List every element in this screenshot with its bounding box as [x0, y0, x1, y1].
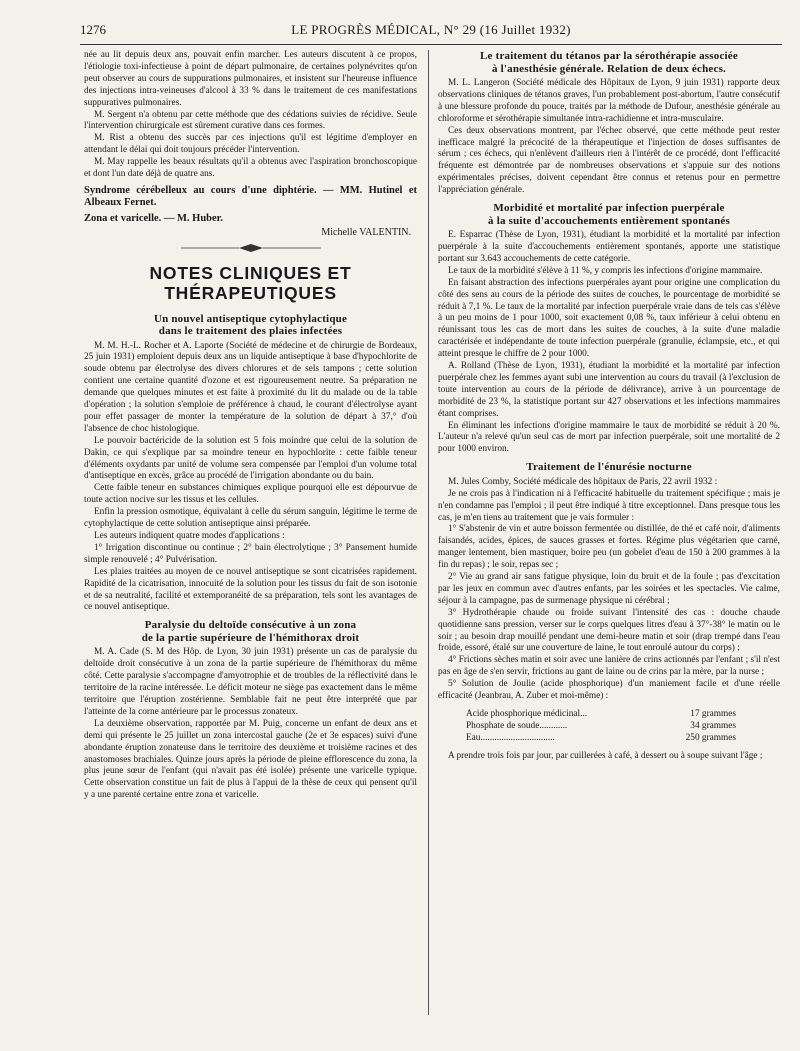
article-title: Un nouvel antiseptique cytophylactique dans le traitement des plaies infectées	[153, 312, 348, 337]
paragraph: M. Jules Comby, Société médicale des hôpitaux de Paris, 22 avril 1932 :	[448, 476, 718, 487]
paragraph: M. M. H.-L. Rocher et A. Laporte (Société de médecine et de chirurgie de Bordeaux, 25 juin 1931) emploient depuis deux ans un liquide antiseptique à base d'hypochlorite de soude obtenu par électrolyse des divers chlorures et de sels tampons ; cette solution contient une certaine quantité d'ozone et est rigoureusement neutre. Sa préparation ne demande que quelques minutes et est faite à proximité du lit du malade ou de la table d'opération ; la solution s'emploie de préférence à chaud, le courant d'électrolyse ayant pour effet passager de monter la température de la solution de départ à 37,° d'où l'absence de choc histologique.	[84, 340, 417, 434]
prescription-table	[466, 709, 780, 745]
article-title: Traitement de l'énurésie nocturne	[526, 461, 692, 474]
paragraph: Cette faible teneur en substances chimiques explique pourquoi elle est dépourvue de toute action nocive sur les tissus et les cellules.	[84, 483, 417, 506]
prescription-row: Phosphate de soude............ 34 grammes	[466, 720, 736, 731]
left-column	[84, 50, 417, 802]
paragraph: Les plaies traitées au moyen de ce nouvel antiseptique se sont cicatrisées rapidement. Rapidité de la cicatrisation, innocuité de la solution pour les tissus du fait de son isotonie et de sa neutralité, facilité et extemporanéité de sa préparation, tels sont les avantages de ce nouvel antiseptique.	[84, 566, 417, 613]
paragraph: La deuxième observation, rapportée par M. Puig, concerne un enfant de deux ans et demi qui présente le 25 juillet un zona intercostal gauche (2e et 3e espaces) suivi d'une abondante éruption zonateuse dans le territoire des deuxième et troisième racines et des anastomoses brachiales. Quinze jours après la période de pleine efflorescence du zona, la plus jeune sœur de l'enfant (qui n'avait pas été isolée) présente une varicelle typique. Cette observation constitue un fait de plus à l'appui de la thèse de ceux qui pensent qu'il y a une parenté certaine entre zona et varicelle.	[84, 718, 417, 801]
section-heading: NOTES CLINIQUES ET THÉRAPEUTIQUES	[149, 262, 352, 303]
paragraph: M. May rappelle les beaux résultats qu'il a obtenus avec l'aspiration bronchoscopique et dont l'un date déjà de quatre ans.	[84, 157, 417, 180]
paragraph: 5° Solution de Joulie (acide phosphorique) d'un maniement facile et d'une réelle efficacité (Jeanbrau, A. Zuber et moi-même) :	[438, 679, 780, 702]
author-signature: Michelle VALENTIN.	[321, 226, 411, 238]
journal-title: LE PROGRÈS MÉDICAL, N° 29 (16 Juillet 1932)	[291, 22, 571, 37]
paragraph: née au lit depuis deux ans, pouvait enfin marcher. Les auteurs discutent à ce propos, l'étiologie toxi-infectieuse à point de départ pulmonaire, de certaines polynévrites qu'on peut observer au cours de suppurations pulmonaires, et insistent sur l'heureuse influence des injections intra-veineuses d'alcool à 33 % dans le traitement de ces manifestations suppuratives pulmonaires.	[84, 50, 417, 108]
paragraph: A prendre trois fois par jour, par cuillerées à café, à dessert ou à soupe suivant l'âge ;	[448, 750, 763, 761]
paragraph: Ces deux observations montrent, par l'échec observé, que cette méthode peut rester inefficace malgré la précocité de la thérapeutique et l'injection de doses suffisantes de sérum ; ces échecs, qui n'enlèvent d'ailleurs rien à l'intérêt de ce procédé, dont l'efficacité fréquente est démontrée par de nombreuses observations et s'appuie sur des notions expérimentales précises, doivent cependant être connus et retenus pour en permettre l'appréciation générale.	[438, 125, 780, 196]
paragraph: 3° Hydrothérapie chaude ou froide suivant l'intensité des cas : douche chaude quotidienne sans pression, verser sur le corps quelques litres d'eau à 37°-38° le matin ou le soir ; au besoin drap mouillé pendant une demi-heure matin et soir (drap trempé dans l'eau froide, essoré, étalé sur une couverture de laine, le tout enroulé autour du corps) ;	[438, 607, 780, 654]
article-title: Le traitement du tétanos par la sérothérapie associée à l'anesthésie générale. Relation de deux échecs.	[480, 50, 738, 75]
communication-title: Zona et varicelle. — M. Huber.	[84, 212, 224, 224]
paragraph: Le taux de la morbidité s'élève à 11 %, y compris les infections d'origine mammaire.	[448, 265, 763, 276]
paragraph: Enfin la pression osmotique, équivalant à celle du sérum sanguin, légitime le terme de cytophylactique de cette solution antiseptique ainsi préparée.	[84, 507, 417, 530]
paragraph: M. L. Langeron (Société médicale des Hôpitaux de Lyon, 9 juin 1931) rapporte deux observations cliniques de tétanos graves, l'un probablement post-abortum, l'autre consécutif à une blessure profonde du pouce, traités par la méthode de Dufour, anesthésie générale au chloroforme et sérothérapie simultanée intra-rachidienne et intra-musculaire.	[438, 78, 780, 124]
paragraph: 2° Vie au grand air sans fatigue physique, loin du bruit et de la foule ; pas d'excitation par les jeux en commun avec d'autres enfants, par les soirées et les spectacles. Vie calme, séjour à la campagne, pas de surmenage physique ni cérébral ;	[438, 572, 780, 606]
paragraph: En faisant abstraction des infections puerpérales ayant pour origine une complication du côté des sens au cours de la période des suites de couches, le pourcentage de morbidité se réduit à 7,1 %. Le taux de la mortalité par infection puerpérale vraie dans de tels cas s'élève à un peu moins de 1 pour 1000, soit exactement 0,08 %, taux inférieur à celui obtenu en réunissant tous les cas de mort dans les suites de couches, à la suite d'une maladie caractérisée et indépendante de toute infection puerpérale (granulie, éclampsie, etc., et qui atteint presque le chiffre de 2 pour 1000.	[438, 277, 780, 360]
paragraph: 1° S'abstenir de vin et autre boisson fermentée ou distillée, de thé et café noir, d'aliments faisandés, acides, épices, de sauces grasses et fortes. Régime plus végétarien que carné, manger lentement, bien mastiquer, boire peu (un gobelet d'eau de 150 à 200 grammes à la fin du repas) ; le soir, repas sec ;	[438, 524, 780, 571]
paragraph: Les auteurs indiquent quatre modes d'applications :	[94, 531, 285, 541]
paragraph: A. Rolland (Thèse de Lyon, 1931), étudiant la morbidité et la mortalité par infection puerpérale chez les femmes ayant subi une intervention au cours du travail (à l'exclusion de toute intervention au cours de la période de délivrance), arrive à un pourcentage de morbidité de 23 %, la statistique portant sur 427 observations et les infections mammaires étant comprises.	[438, 361, 780, 419]
paragraph: 4° Frictions sèches matin et soir avec une lanière de crins actionnés par l'enfant ; s'il n'est pas en âge de s'en servir, frictions au gant de laine ou de crins par la mère, par la nurse ;	[438, 655, 780, 678]
article-title: Morbidité et mortalité par infection puerpérale à la suite d'accouchements entièrement spontanés	[488, 202, 730, 227]
prescription-row: Eau................................ 250 grammes	[466, 732, 736, 743]
paragraph: En éliminant les infections d'origine mammaire le taux de morbidité se réduit à 20 %. L'auteur n'a relevé qu'un seul cas de mort par infection puerpérale, soit une mortalité de 2 pour 1000 environ.	[438, 420, 780, 455]
paragraph: M. Sergent n'a obtenu par cette méthode que des cédations suivies de récidive. Seule l'intervention chirurgicale est sûrement curative dans ces formes.	[84, 109, 417, 132]
column-rule	[428, 50, 429, 1015]
paragraph: 1° Irrigation discontinue ou continue ; 2° bain électrolytique ; 3° Pansement humide simple renouvelé ; 4° Pulvérisation.	[84, 542, 417, 565]
page-header	[80, 22, 782, 45]
right-column	[438, 50, 780, 763]
page-number: 1276	[80, 22, 106, 37]
paragraph: E. Esparrac (Thèse de Lyon, 1931), étudiant la morbidité et la mortalité par infection puerpérale à la suite d'accouchements entièrement spontanés, apporte une statistique portant sur 3.643 accouchements de cette catégorie.	[438, 230, 780, 264]
communication-title: Syndrome cérébelleux au cours d'une diphtérie. — MM. Hutinel et Albeaux Fernet.	[84, 184, 417, 208]
paragraph: M. Rist a obtenu des succès par ces injections qu'il est légitime d'employer en attendant le délai qui doit toujours précéder l'intervention.	[84, 133, 417, 156]
paragraph: M. A. Cade (S. M des Hôp. de Lyon, 30 juin 1931) présente un cas de paralysie du deltoïde droit consécutive à un zona de la partie supérieure de l'hémithorax du même côté. Cette paralysie s'accompagne d'amyotrophie et de troubles de la réflectivité dans le territoire de la racine intéressée. Le déficit moteur ne siège pas exactement dans le même territoire que l'éruption zostérienne. Semblable fait ne peut être interprété que par l'atteinte de la corne antérieure par le processus zonateux.	[84, 647, 417, 717]
paragraph: Je ne crois pas à l'indication ni à l'efficacité habituelle du traitement spécifique ; mais je n'en condamne pas l'emploi ; il peut être indiqué à titre exceptionnel. Dans presque tous les cas, je m'en tiens au traitement que je vais formuler :	[438, 488, 780, 523]
ornament-divider	[84, 243, 417, 257]
paragraph: Le pouvoir bactéricide de la solution est 5 fois moindre que celui de la solution de Dakin, ce qui s'explique par sa moindre teneur en hypochlorite : cette faible teneur d'éléments oxydants par unité de volume sera compensée par l'emploi d'un volume total d'antiseptique en excès, grâce au procédé de l'irrigation abondante ou du bain.	[84, 435, 417, 482]
article-title: Paralysie du deltoïde consécutive à un zona de la partie supérieure de l'hémithorax droit	[141, 619, 360, 644]
prescription-row: Acide phosphorique médicinal... 17 grammes	[466, 709, 736, 719]
